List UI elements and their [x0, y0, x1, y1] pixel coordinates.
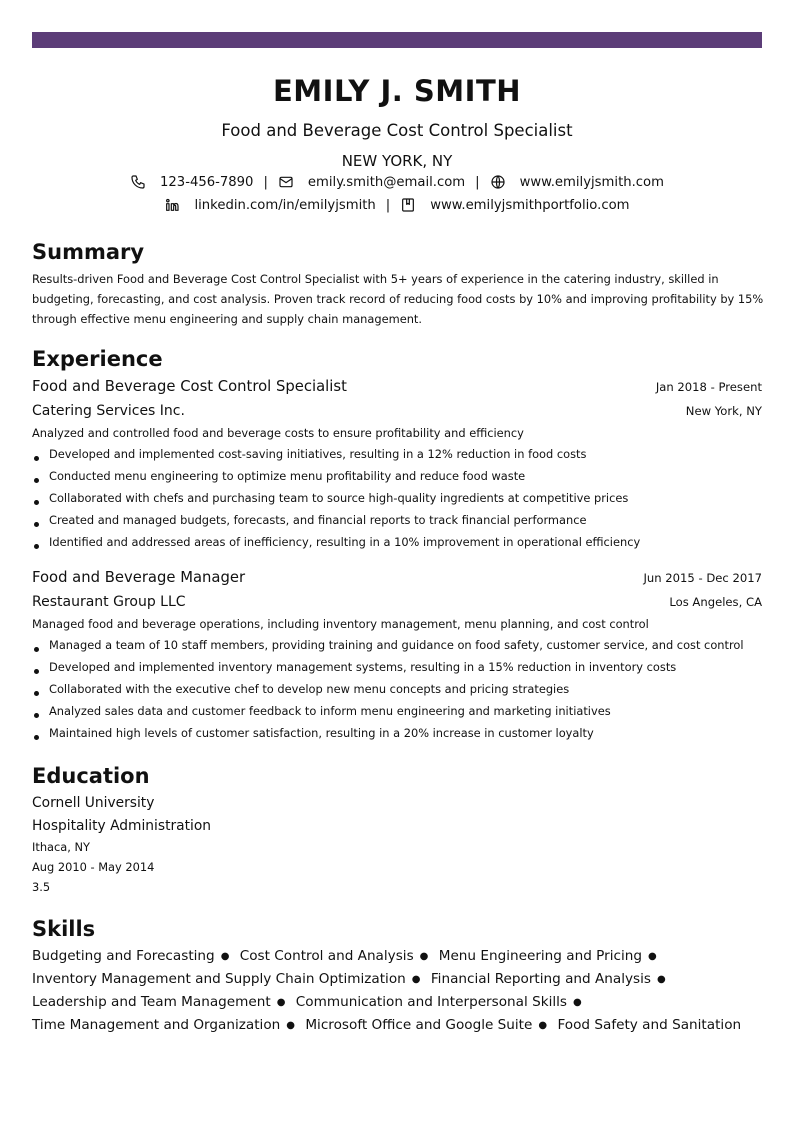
education-degree: Hospitality Administration	[32, 818, 212, 834]
skills-list	[32, 945, 772, 1037]
skill-item: Communication and Interpersonal Skills	[295, 994, 568, 1010]
education-location: Ithaca, NY	[32, 840, 90, 854]
job-company: Catering Services Inc.	[32, 403, 185, 419]
separator: |	[475, 174, 480, 190]
education-gpa: 3.5	[32, 880, 51, 894]
job-dates: Jun 2015 - Dec 2017	[643, 571, 762, 585]
skills-heading: Skills	[32, 917, 96, 941]
accent-bar	[32, 32, 762, 48]
skill-item: Cost Control and Analysis	[239, 948, 414, 964]
candidate-title: Food and Beverage Cost Control Specialist	[221, 121, 573, 140]
candidate-name: EMILY J. SMITH	[272, 74, 521, 108]
contact-row-primary	[0, 174, 794, 190]
skill-item: Inventory Management and Supply Chain Optimization	[32, 971, 406, 987]
skill-line	[32, 968, 772, 991]
phone-icon	[130, 174, 146, 190]
job-bullets	[32, 637, 772, 747]
skill-item: Time Management and Organization	[32, 1017, 281, 1033]
job-company: Restaurant Group LLC	[32, 594, 186, 610]
bullet-dot: ●	[286, 1020, 295, 1031]
job-location: New York, NY	[685, 404, 762, 418]
skill-line	[32, 991, 772, 1014]
job-dates: Jan 2018 - Present	[655, 380, 762, 394]
job-bullets	[32, 446, 772, 556]
summary-heading: Summary	[32, 240, 145, 264]
job-description: Managed food and beverage operations, including inventory management, menu planning, and cost control	[32, 617, 649, 631]
education-dates: Aug 2010 - May 2014	[32, 860, 155, 874]
linkedin-link[interactable]: linkedin.com/in/emilyjsmith	[194, 197, 376, 213]
education-heading: Education	[32, 764, 150, 788]
skill-item: Financial Reporting and Analysis	[430, 971, 651, 987]
list-item: Managed a team of 10 staff members, providing training and guidance on food safety, customer service, and cost control	[32, 637, 772, 659]
list-item: Identified and addressed areas of inefficiency, resulting in a 10% improvement in operational efficiency	[32, 534, 772, 556]
education-school: Cornell University	[32, 795, 155, 811]
bullet-dot: ●	[647, 951, 657, 962]
candidate-location: NEW YORK, NY	[341, 152, 453, 170]
summary-text: Results-driven Food and Beverage Cost Control Specialist with 5+ years of experience in the catering industry, skilled in budgeting, forecasting, and cost analysis. Proven track record of reducing food costs by 10% and improving profitability by 15% through effective menu engineering and supply chain management.	[32, 272, 764, 326]
separator: |	[263, 174, 268, 190]
job-title: Food and Beverage Manager	[32, 569, 246, 586]
phone-number[interactable]: 123-456-7890	[160, 174, 254, 190]
bullet-dot: ●	[411, 974, 421, 985]
skill-item: Leadership and Team Management	[32, 994, 271, 1010]
email-icon	[278, 174, 294, 190]
list-item: Developed and implemented inventory management systems, resulting in a 15% reduction in inventory costs	[32, 659, 772, 681]
website-link[interactable]: www.emilyjsmith.com	[519, 174, 664, 190]
list-item: Analyzed sales data and customer feedback to inform menu engineering and marketing initiatives	[32, 703, 772, 725]
contact-row-secondary	[0, 197, 794, 213]
list-item: Conducted menu engineering to optimize menu profitability and reduce food waste	[32, 468, 772, 490]
list-item: Collaborated with chefs and purchasing team to source high-quality ingredients at competitive prices	[32, 490, 772, 512]
experience-heading: Experience	[32, 347, 163, 371]
skill-item: Microsoft Office and Google Suite	[305, 1017, 533, 1033]
skill-line	[32, 945, 772, 968]
separator: |	[385, 197, 391, 213]
list-item: Developed and implemented cost-saving initiatives, resulting in a 12% reduction in food costs	[32, 446, 772, 468]
job-location: Los Angeles, CA	[669, 595, 762, 609]
job-title: Food and Beverage Cost Control Specialist	[32, 378, 347, 395]
email-address[interactable]: emily.smith@email.com	[307, 174, 466, 190]
bullet-dot: ●	[573, 997, 582, 1008]
list-item: Created and managed budgets, forecasts, and financial reports to track financial performance	[32, 512, 772, 534]
bullet-dot: ●	[657, 974, 666, 985]
skill-line	[32, 1014, 772, 1037]
portfolio-link[interactable]: www.emilyjsmithportfolio.com	[430, 197, 630, 213]
globe-icon	[490, 174, 506, 190]
bullet-dot: ●	[538, 1020, 548, 1031]
bullet-dot: ●	[419, 951, 429, 962]
list-item: Collaborated with the executive chef to develop new menu concepts and pricing strategies	[32, 681, 772, 703]
job-description: Analyzed and controlled food and beverage costs to ensure profitability and efficiency	[32, 426, 524, 440]
portfolio-icon	[400, 197, 416, 213]
skill-item: Food Safety and Sanitation	[557, 1017, 742, 1033]
bullet-dot: ●	[276, 997, 286, 1008]
skill-item: Budgeting and Forecasting	[32, 948, 215, 964]
skill-item: Menu Engineering and Pricing	[438, 948, 642, 964]
bullet-dot: ●	[220, 951, 230, 962]
linkedin-icon	[164, 197, 180, 213]
list-item: Maintained high levels of customer satisfaction, resulting in a 20% increase in customer loyalty	[32, 725, 772, 747]
